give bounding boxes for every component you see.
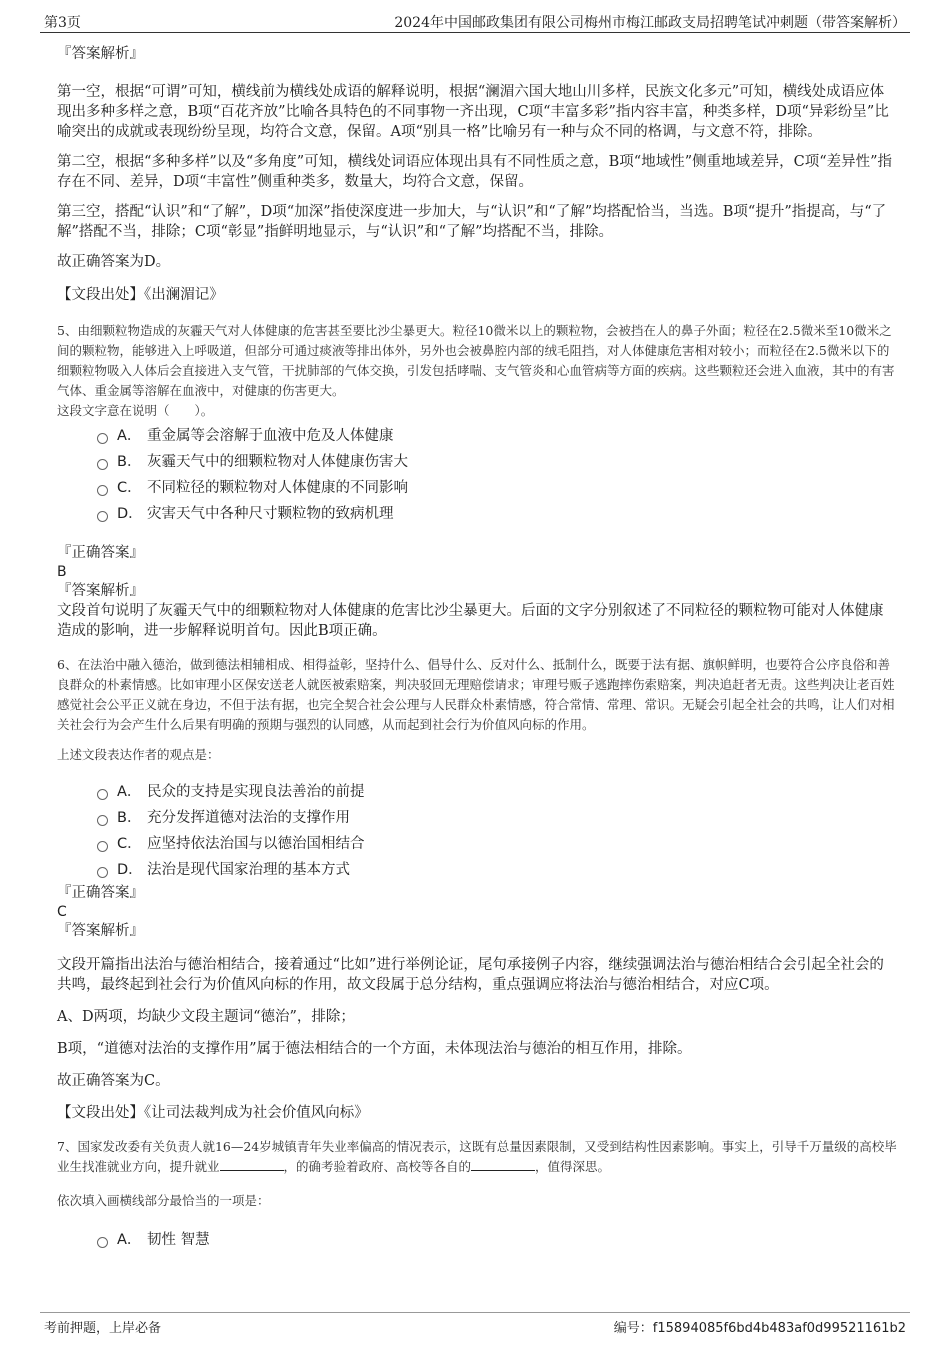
q7-stem xyxy=(57,1137,897,1177)
q7-stem-part3: ，值得深思。 xyxy=(535,1159,611,1174)
q6-answer: C xyxy=(57,904,67,920)
q5-option-d[interactable] xyxy=(97,501,897,527)
option-text: 灰霾天气中的细颗粒物对人体健康伤害大 xyxy=(147,454,408,470)
radio-icon[interactable] xyxy=(97,433,108,444)
q7-blank-2 xyxy=(471,1158,535,1171)
document-id: 编号：f15894085f6bd4b483af0d99521161b2 xyxy=(613,1321,906,1336)
q5-answer: B xyxy=(57,564,67,580)
q4-analysis-p2: 第二空，根据“多种多样”以及“多角度”可知，横线处词语应体现出具有不同性质之意，B项“地域性”侧重地域差异，C项“差异性”指存在不同、差异，D项“丰富性”侧重种类多，数量大，均符合文意，保留。 xyxy=(57,154,893,190)
option-letter: A． xyxy=(117,1232,142,1248)
radio-icon[interactable] xyxy=(97,867,108,878)
option-letter: C． xyxy=(117,480,142,496)
q4-analysis-label: 『答案解析』 xyxy=(57,46,144,62)
radio-icon[interactable] xyxy=(97,841,108,852)
radio-icon[interactable] xyxy=(97,815,108,826)
option-text: 应坚持依法治国与以德治国相结合 xyxy=(147,836,365,852)
q5-question: 这段文字意在说明（ ）。 xyxy=(57,403,214,418)
option-letter: A． xyxy=(117,428,142,444)
q5-analysis-label: 『答案解析』 xyxy=(57,583,144,599)
q6-question: 上述文段表达作者的观点是： xyxy=(57,747,220,762)
q7-question: 依次填入画横线部分最恰当的一项是： xyxy=(57,1193,270,1208)
q4-analysis-p1: 第一空，根据“可谓”可知，横线前为横线处成语的解释说明，根据“澜湄六国大地山川多样，民族文化多元”可知，横线处成语应体现出多种多样之意，B项“百花齐放”比喻各具特色的不同事物一齐出现，C项“丰富多彩”指内容丰富，种类多样，D项“异彩纷呈”比喻突出的成就或表现纷纷呈现，均符合文意，保留。A项“别具一格”比喻另有一种与众不同的格调，与文意不符，排除。 xyxy=(57,84,889,140)
option-letter: D． xyxy=(117,862,143,878)
q6-stem: 6、在法治中融入德治，做到德法相辅相成、相得益彰，坚持什么、倡导什么、反对什么、抵制什么，既要于法有据、旗帜鲜明，也要符合公序良俗和善良群众的朴素情感。比如审理小区保安送老人就医被索赔案，判决驳回无理赔偿请求；审理号贩子逃跑摔伤索赔案，判决追赶者无责。这些判决让老百姓感觉社会公平正义就在身边，不但于法有据，也完全契合社会公理与人民群众朴素情感，符合常情、常理、常识。无疑会引起全社会的共鸣，让人们对相关社会行为会产生什么后果有明确的预期与强烈的认同感，从而起到社会行为价值风向标的作用。 xyxy=(57,657,895,732)
page-header xyxy=(40,10,910,33)
option-text: 灾害天气中各种尺寸颗粒物的致病机理 xyxy=(147,506,394,522)
option-text: 充分发挥道德对法治的支撑作用 xyxy=(147,810,350,826)
option-text: 民众的支持是实现良法善治的前提 xyxy=(147,784,365,800)
option-letter: B． xyxy=(117,454,142,470)
q4-source: 【文段出处】《出澜湄记》 xyxy=(57,287,224,303)
q5-option-c[interactable] xyxy=(97,475,897,501)
q7-stem-part2: ，的确考验着政府、高校等各自的 xyxy=(283,1159,472,1174)
q5-option-b[interactable] xyxy=(97,449,897,475)
option-text: 法治是现代国家治理的基本方式 xyxy=(147,862,350,878)
q6-analysis-p2: A、D两项，均缺少文段主题词“德治”，排除； xyxy=(57,1009,355,1025)
page-footer xyxy=(40,1312,910,1337)
radio-icon[interactable] xyxy=(97,459,108,470)
document-body xyxy=(57,44,897,1253)
q6-option-a[interactable] xyxy=(97,779,897,805)
document-title: 2024年中国邮政集团有限公司梅州市梅江邮政支局招聘笔试冲刺题（带答案解析） xyxy=(394,15,906,31)
q7-blank-1 xyxy=(220,1158,284,1171)
q6-analysis-label: 『答案解析』 xyxy=(57,923,144,939)
radio-icon[interactable] xyxy=(97,789,108,800)
q6-conclusion: 故正确答案为C。 xyxy=(57,1073,170,1089)
q7-stem-part1: 7、国家发改委有关负责人就16—24岁城镇青年失业率偏高的情况表示，这既有总量因素限制，又受到结构性因素影响。事实上，引导千万量级的高校毕业生找准就业方向，提升就业 xyxy=(57,1139,897,1174)
q6-analysis-p3: B项，“道德对法治的支撑作用”属于德法相结合的一个方面，未体现法治与德治的相互作用，排除。 xyxy=(57,1041,692,1057)
q6-source: 【文段出处】《让司法裁判成为社会价值风向标》 xyxy=(57,1105,369,1121)
page-number: 第3页 xyxy=(44,15,81,31)
q5-answer-label: 『正确答案』 xyxy=(57,545,144,561)
radio-icon[interactable] xyxy=(97,1237,108,1248)
q6-option-d[interactable] xyxy=(97,857,897,883)
radio-icon[interactable] xyxy=(97,511,108,522)
q5-stem: 5、由细颗粒物造成的灰霾天气对人体健康的危害甚至要比沙尘暴更大。粒径10微米以上的颗粒物，会被挡在人的鼻子外面；粒径在2.5微米至10微米之间的颗粒物，能够进入上呼吸道，但部分可通过痰液等排出体外，另外也会被鼻腔内部的绒毛阻挡，对人体健康危害相对较小；而粒径在2.5微米以下的细颗粒物吸入人体后会直接进入支气管，干扰肺部的气体交换，引发包括哮喘、支气管炎和心血管病等方面的疾病。这些颗粒还会进入血液，其中的有害气体、重金属等溶解在血液中，对健康的伤害更大。 xyxy=(57,323,895,398)
option-text: 不同粒径的颗粒物对人体健康的不同影响 xyxy=(147,480,408,496)
q5-analysis: 文段首句说明了灰霾天气中的细颗粒物对人体健康的危害比沙尘暴更大。后面的文字分别叙述了不同粒径的颗粒物可能对人体健康造成的影响，进一步解释说明首句。因此B项正确。 xyxy=(57,603,884,639)
option-letter: B． xyxy=(117,810,142,826)
option-text: 韧性 智慧 xyxy=(147,1232,210,1248)
q5-option-a[interactable] xyxy=(97,423,897,449)
radio-icon[interactable] xyxy=(97,485,108,496)
q6-answer-label: 『正确答案』 xyxy=(57,885,144,901)
option-letter: A． xyxy=(117,784,142,800)
option-letter: D． xyxy=(117,506,143,522)
q6-analysis-p1: 文段开篇指出法治与德治相结合，接着通过“比如”进行举例论证，尾句承接例子内容，继续强调法治与德治相结合会引起全社会的共鸣，最终起到社会行为价值风向标的作用，故文段属于总分结构，重点强调应将法治与德治相结合，对应C项。 xyxy=(57,957,884,993)
q6-option-b[interactable] xyxy=(97,805,897,831)
footer-slogan: 考前押题，上岸必备 xyxy=(44,1321,162,1336)
q7-option-a[interactable] xyxy=(97,1227,897,1253)
q6-option-c[interactable] xyxy=(97,831,897,857)
option-letter: C． xyxy=(117,836,142,852)
q4-analysis-p3: 第三空，搭配“认识”和“了解”，D项“加深”指使深度进一步加大，与“认识”和“了解”均搭配恰当，当选。B项“提升”指提高，与“了解”搭配不当，排除；C项“彰显”指鲜明地显示，与“认识”和“了解”均搭配不当，排除。 xyxy=(57,204,887,240)
q4-conclusion: 故正确答案为D。 xyxy=(57,254,171,270)
option-text: 重金属等会溶解于血液中危及人体健康 xyxy=(147,428,394,444)
